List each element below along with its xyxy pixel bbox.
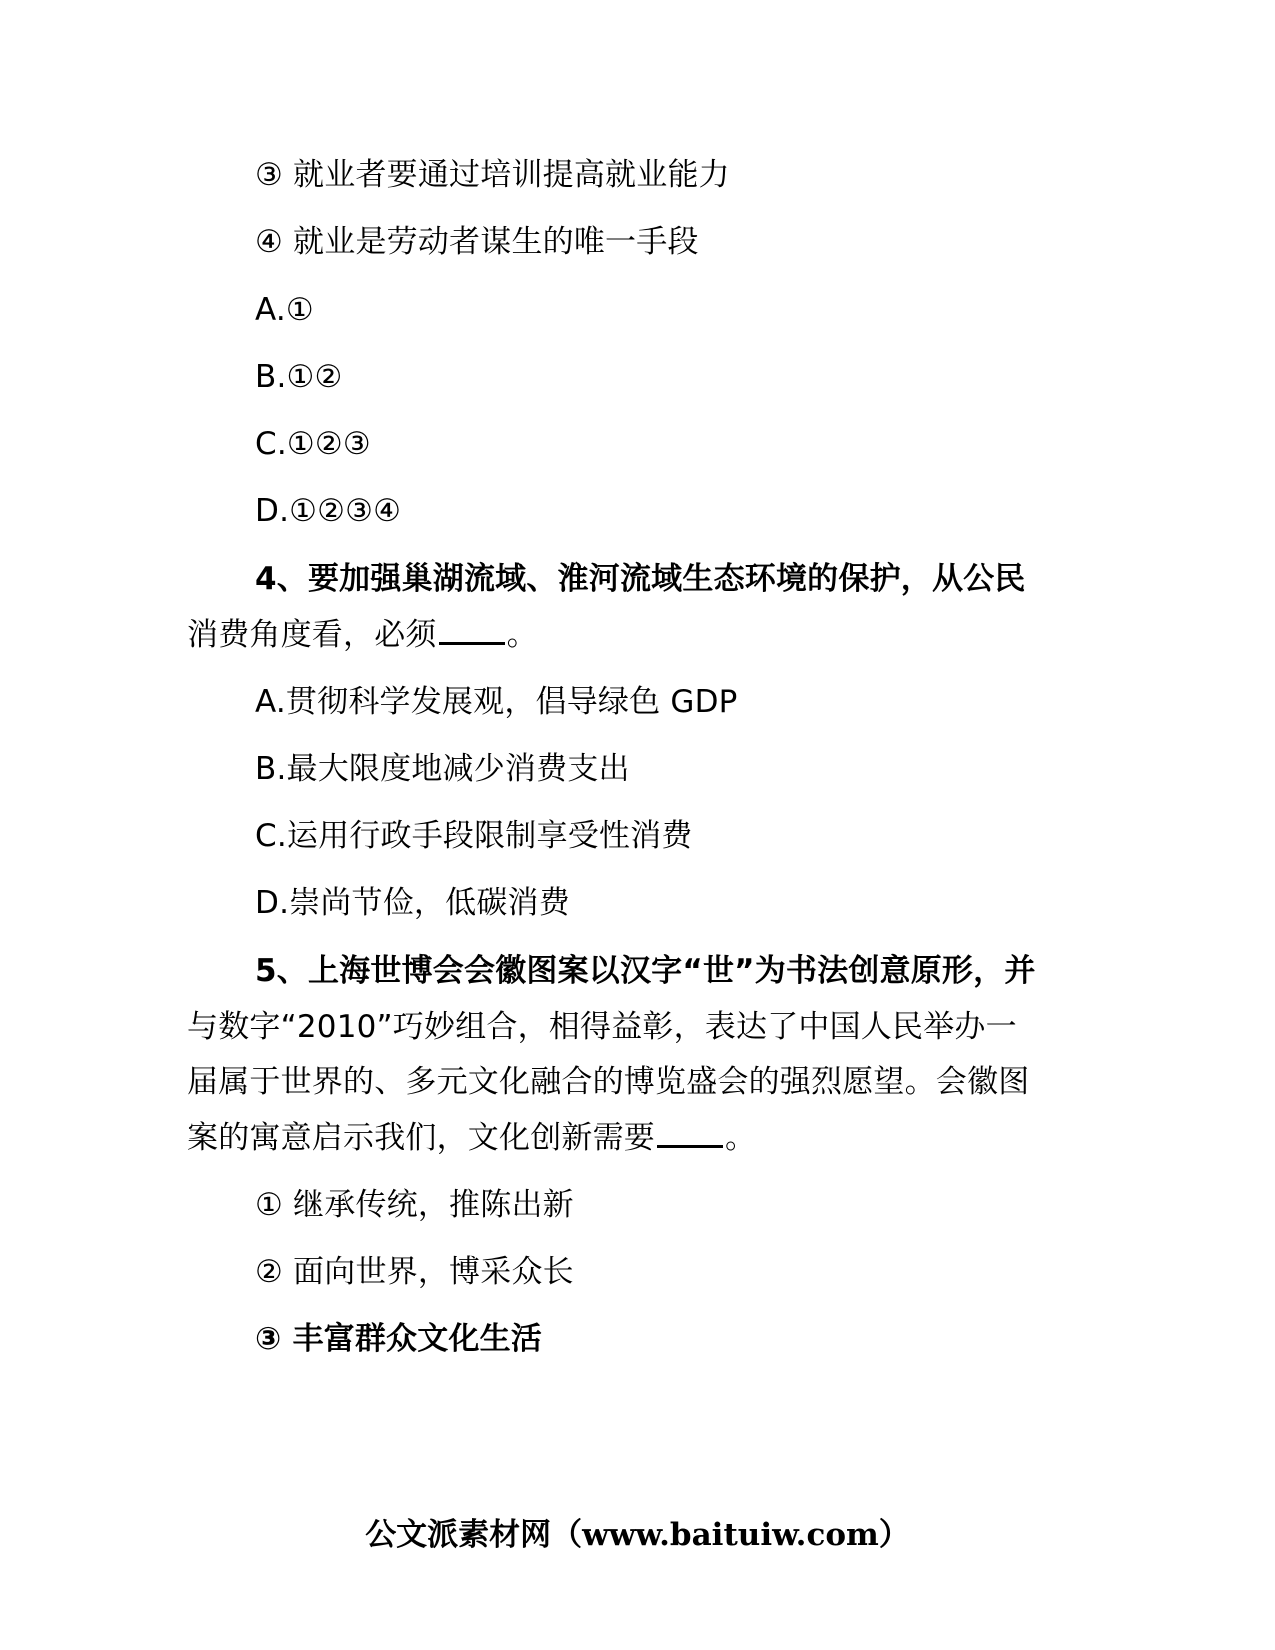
- q4-stem-end: 。: [506, 617, 538, 653]
- q3-choice-b: B.①②: [255, 359, 343, 395]
- q4-choice-c: C.运用行政手段限制享受性消费: [255, 818, 693, 854]
- answer-blank: [657, 1121, 723, 1148]
- q3-choice-d: D.①②③④: [255, 493, 402, 529]
- q4-stem-text: 消费角度看，必须: [187, 617, 437, 653]
- q5-stem-line4: [187, 1118, 756, 1158]
- q4-stem-line2: [187, 615, 538, 655]
- q5-stem-text: 案的寓意启示我们，文化创新需要: [187, 1120, 655, 1156]
- q5-option-3: ③ 丰富群众文化生活: [255, 1321, 543, 1357]
- q5-stem-end: 。: [725, 1120, 757, 1156]
- q5-option-1: ① 继承传统，推陈出新: [255, 1187, 574, 1223]
- answer-blank: [439, 618, 505, 645]
- q4-choice-b: B.最大限度地减少消费支出: [255, 751, 630, 787]
- q5-stem-line1: 5、上海世博会会徽图案以汉字“世”为书法创意原形，并: [255, 953, 1036, 989]
- q3-choice-c: C.①②③: [255, 426, 371, 462]
- footer-source: 公文派素材网（www.baituiw.com）: [365, 1517, 910, 1553]
- q4-choice-d: D.崇尚节俭，低碳消费: [255, 885, 570, 921]
- option-4-text: ④ 就业是劳动者谋生的唯一手段: [255, 224, 699, 260]
- q4-choice-a: A.贯彻科学发展观，倡导绿色 GDP: [255, 684, 738, 720]
- q3-choice-a: A.①: [255, 292, 314, 328]
- option-3-text: ③ 就业者要通过培训提高就业能力: [255, 157, 730, 193]
- q5-stem-line3: 届属于世界的、多元文化融合的博览盛会的强烈愿望。会徽图: [187, 1064, 1030, 1100]
- q5-stem-line2: 与数字“2010”巧妙组合，相得益彰，表达了中国人民举办一: [187, 1009, 1017, 1045]
- q5-option-2: ② 面向世界，博采众长: [255, 1254, 574, 1290]
- q4-stem-line1: 4、要加强巢湖流域、淮河流域生态环境的保护，从公民: [255, 561, 1026, 597]
